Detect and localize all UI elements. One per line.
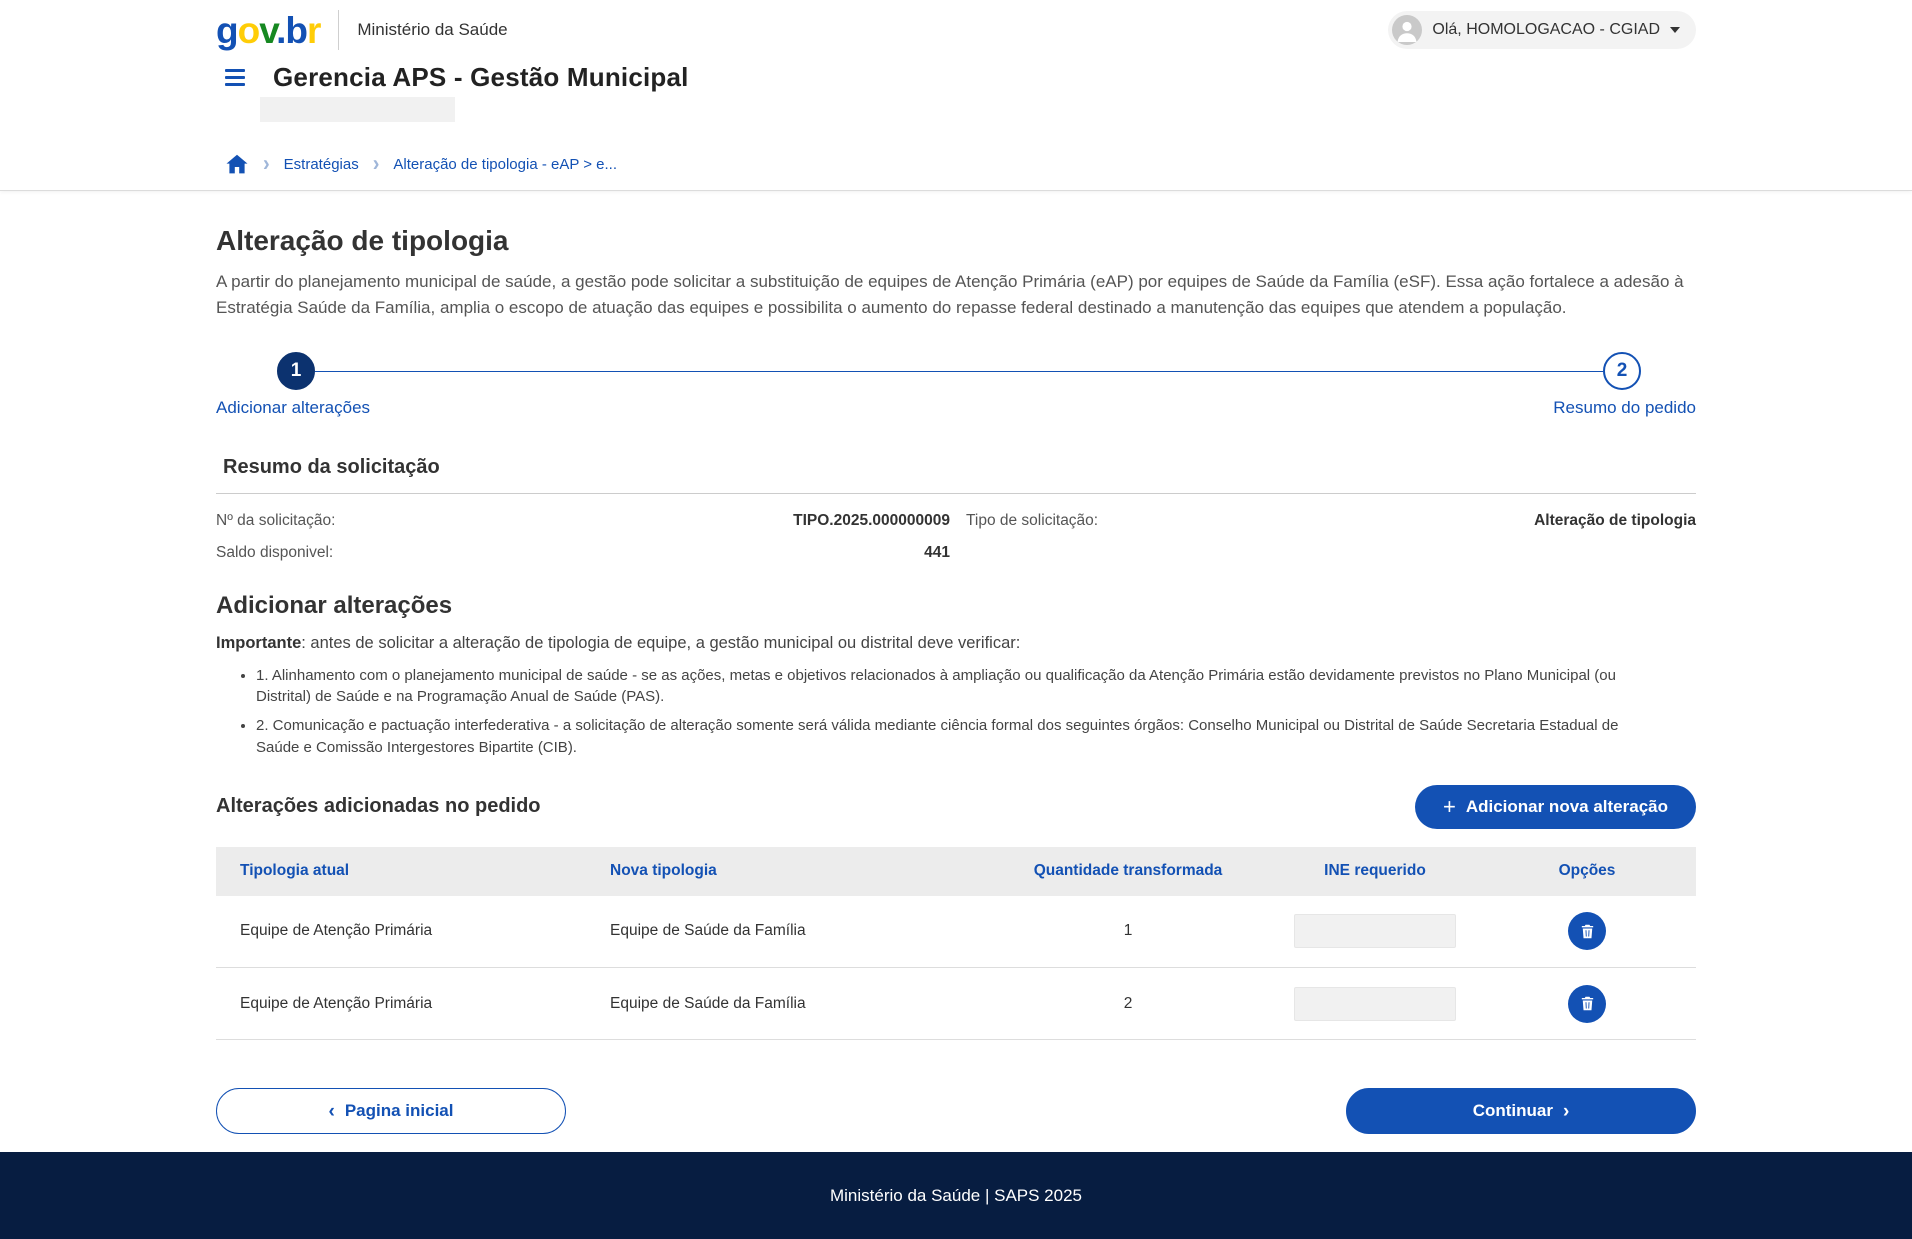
delete-row-button[interactable] xyxy=(1568,912,1606,950)
cell-nova-tipologia: Equipe de Saúde da Família xyxy=(610,922,806,940)
logo-segment: o xyxy=(237,9,260,51)
ine-input[interactable] xyxy=(1294,914,1456,948)
checklist-item: • 1. Alinhamento com o planejamento municipal de saúde - se as ações, metas e objetivos relacionados à ampliação ou qualificação da Atenção Primária estão devidamente previstos no Plano Municipal (ou Distrital) de Saúde e na Programação Anual de Saúde (PAS). xyxy=(256,665,1641,709)
page-title: Alteração de tipologia xyxy=(216,225,509,256)
step-2-indicator[interactable]: 2 xyxy=(1603,352,1641,390)
column-header-quantidade: Quantidade transformada xyxy=(1033,862,1223,880)
breadcrumb xyxy=(216,152,1696,176)
stepper-line xyxy=(315,371,1603,372)
home-icon xyxy=(225,152,249,176)
breadcrumb-separator: › xyxy=(372,151,380,177)
add-alteration-button-label: Adicionar nova alteração xyxy=(1465,796,1668,816)
user-icon xyxy=(1392,15,1422,45)
ministry-name: Ministério da Saúde xyxy=(357,20,508,39)
trash-icon xyxy=(1579,923,1596,940)
chevron-left-icon: ‹ xyxy=(328,1100,335,1122)
step-1-indicator[interactable]: 1 xyxy=(277,352,315,390)
continue-button-label: Continuar xyxy=(1472,1101,1553,1121)
table-row xyxy=(216,896,1696,968)
add-section-title: Adicionar alterações xyxy=(216,591,453,619)
redacted-text-placeholder xyxy=(260,97,455,122)
summary-section xyxy=(216,456,1696,562)
column-header-ine: INE requerido xyxy=(1324,862,1426,880)
trash-icon xyxy=(1579,995,1596,1012)
field-value-tipo: Alteração de tipologia xyxy=(1534,511,1696,529)
field-label-saldo: Saldo disponivel: xyxy=(216,543,334,561)
main-content xyxy=(0,191,1912,1134)
breadcrumb-item-estrategias[interactable]: Estratégias xyxy=(283,155,359,173)
summary-title: Resumo da solicitação xyxy=(223,455,440,478)
table-header-row xyxy=(216,847,1696,896)
continue-button[interactable] xyxy=(1346,1088,1696,1134)
table-row xyxy=(216,968,1696,1040)
hamburger-icon xyxy=(225,69,245,72)
govbr-logo[interactable] xyxy=(216,9,321,51)
delete-row-button[interactable] xyxy=(1568,985,1606,1023)
page-footer xyxy=(0,1152,1912,1239)
cell-tipologia-atual: Equipe de Atenção Primária xyxy=(240,922,433,940)
column-header-opcoes: Opções xyxy=(1558,862,1616,880)
field-value-saldo: 441 xyxy=(924,543,950,561)
column-header-nova-tipologia: Nova tipologia xyxy=(610,862,717,880)
cell-quantidade: 1 xyxy=(1123,922,1133,940)
logo-segment: r xyxy=(306,9,321,51)
plus-icon: + xyxy=(1442,793,1456,819)
breadcrumb-separator: › xyxy=(263,151,270,177)
breadcrumb-item-current[interactable]: Alteração de tipologia - eAP > e... xyxy=(393,155,618,173)
home-page-button-label: Pagina inicial xyxy=(344,1101,454,1121)
logo-segment: g xyxy=(216,9,238,51)
user-menu-label: Olá, HOMOLOGACAO - CGIAD xyxy=(1432,21,1660,38)
form-actions xyxy=(216,1088,1696,1134)
important-text: : antes de solicitar a alteração de tipologia de equipe, a gestão municipal ou distrital deve verificar: xyxy=(301,633,1021,652)
chevron-right-icon: › xyxy=(1562,1100,1570,1122)
footer-text: Ministério da Saúde | SAPS 2025 xyxy=(829,1185,1082,1205)
menu-button[interactable] xyxy=(223,67,247,88)
logo-segment: v xyxy=(259,9,277,51)
table-section-title: Alterações adicionadas no pedido xyxy=(216,795,541,818)
cell-nova-tipologia: Equipe de Saúde da Família xyxy=(610,994,806,1012)
alterations-table xyxy=(216,847,1696,1041)
column-header-tipologia-atual: Tipologia atual xyxy=(240,862,350,880)
field-label-solicitacao: Nº da solicitação: xyxy=(216,511,336,529)
logo-segment: .b xyxy=(276,9,307,51)
important-label: Importante xyxy=(216,633,302,652)
header-divider xyxy=(338,10,339,50)
app-title: Gerencia APS - Gestão Municipal xyxy=(273,62,689,92)
ine-input[interactable] xyxy=(1294,987,1456,1021)
field-value-solicitacao: TIPO.2025.000000009 xyxy=(793,511,950,529)
cell-tipologia-atual: Equipe de Atenção Primária xyxy=(240,994,433,1012)
user-menu[interactable] xyxy=(1388,11,1696,49)
step-1-label[interactable]: Adicionar alterações xyxy=(216,397,371,417)
add-alteration-button[interactable] xyxy=(1415,785,1696,829)
chevron-down-icon xyxy=(1670,27,1680,33)
checklist xyxy=(216,665,1696,759)
page-description: A partir do planejamento municipal de saúde, a gestão pode solicitar a substituição de equipes de Atenção Primária (eAP) por equipes de Saúde da Família (eSF). Essa ação fortalece a adesão à Estratégia Saúde da Família, amplia o escopo de atuação das equipes e possibilita o aumento do repasse federal destinado a manutenção das equipes que atendem a população. xyxy=(216,272,1684,318)
home-page-button[interactable] xyxy=(216,1088,566,1134)
field-label-tipo: Tipo de solicitação: xyxy=(966,511,1099,529)
alterations-table-section xyxy=(216,785,1696,1041)
checklist-item: • 2. Comunicação e pactuação interfederativa - a solicitação de alteração somente será válida mediante ciência formal dos seguintes órgãos: Conselho Municipal ou Distrital de Saúde Secretaria Estadual de Saúde e Comissão Intergestores Bipartite (CIB). xyxy=(256,715,1641,759)
important-note xyxy=(216,634,1696,653)
cell-quantidade: 2 xyxy=(1123,994,1133,1012)
step-2-label[interactable]: Resumo do pedido xyxy=(1553,397,1696,417)
breadcrumb-home[interactable] xyxy=(225,152,249,176)
avatar xyxy=(1392,15,1422,45)
add-alterations-section xyxy=(216,592,1696,759)
stepper xyxy=(216,352,1696,424)
app-header xyxy=(0,0,1912,191)
